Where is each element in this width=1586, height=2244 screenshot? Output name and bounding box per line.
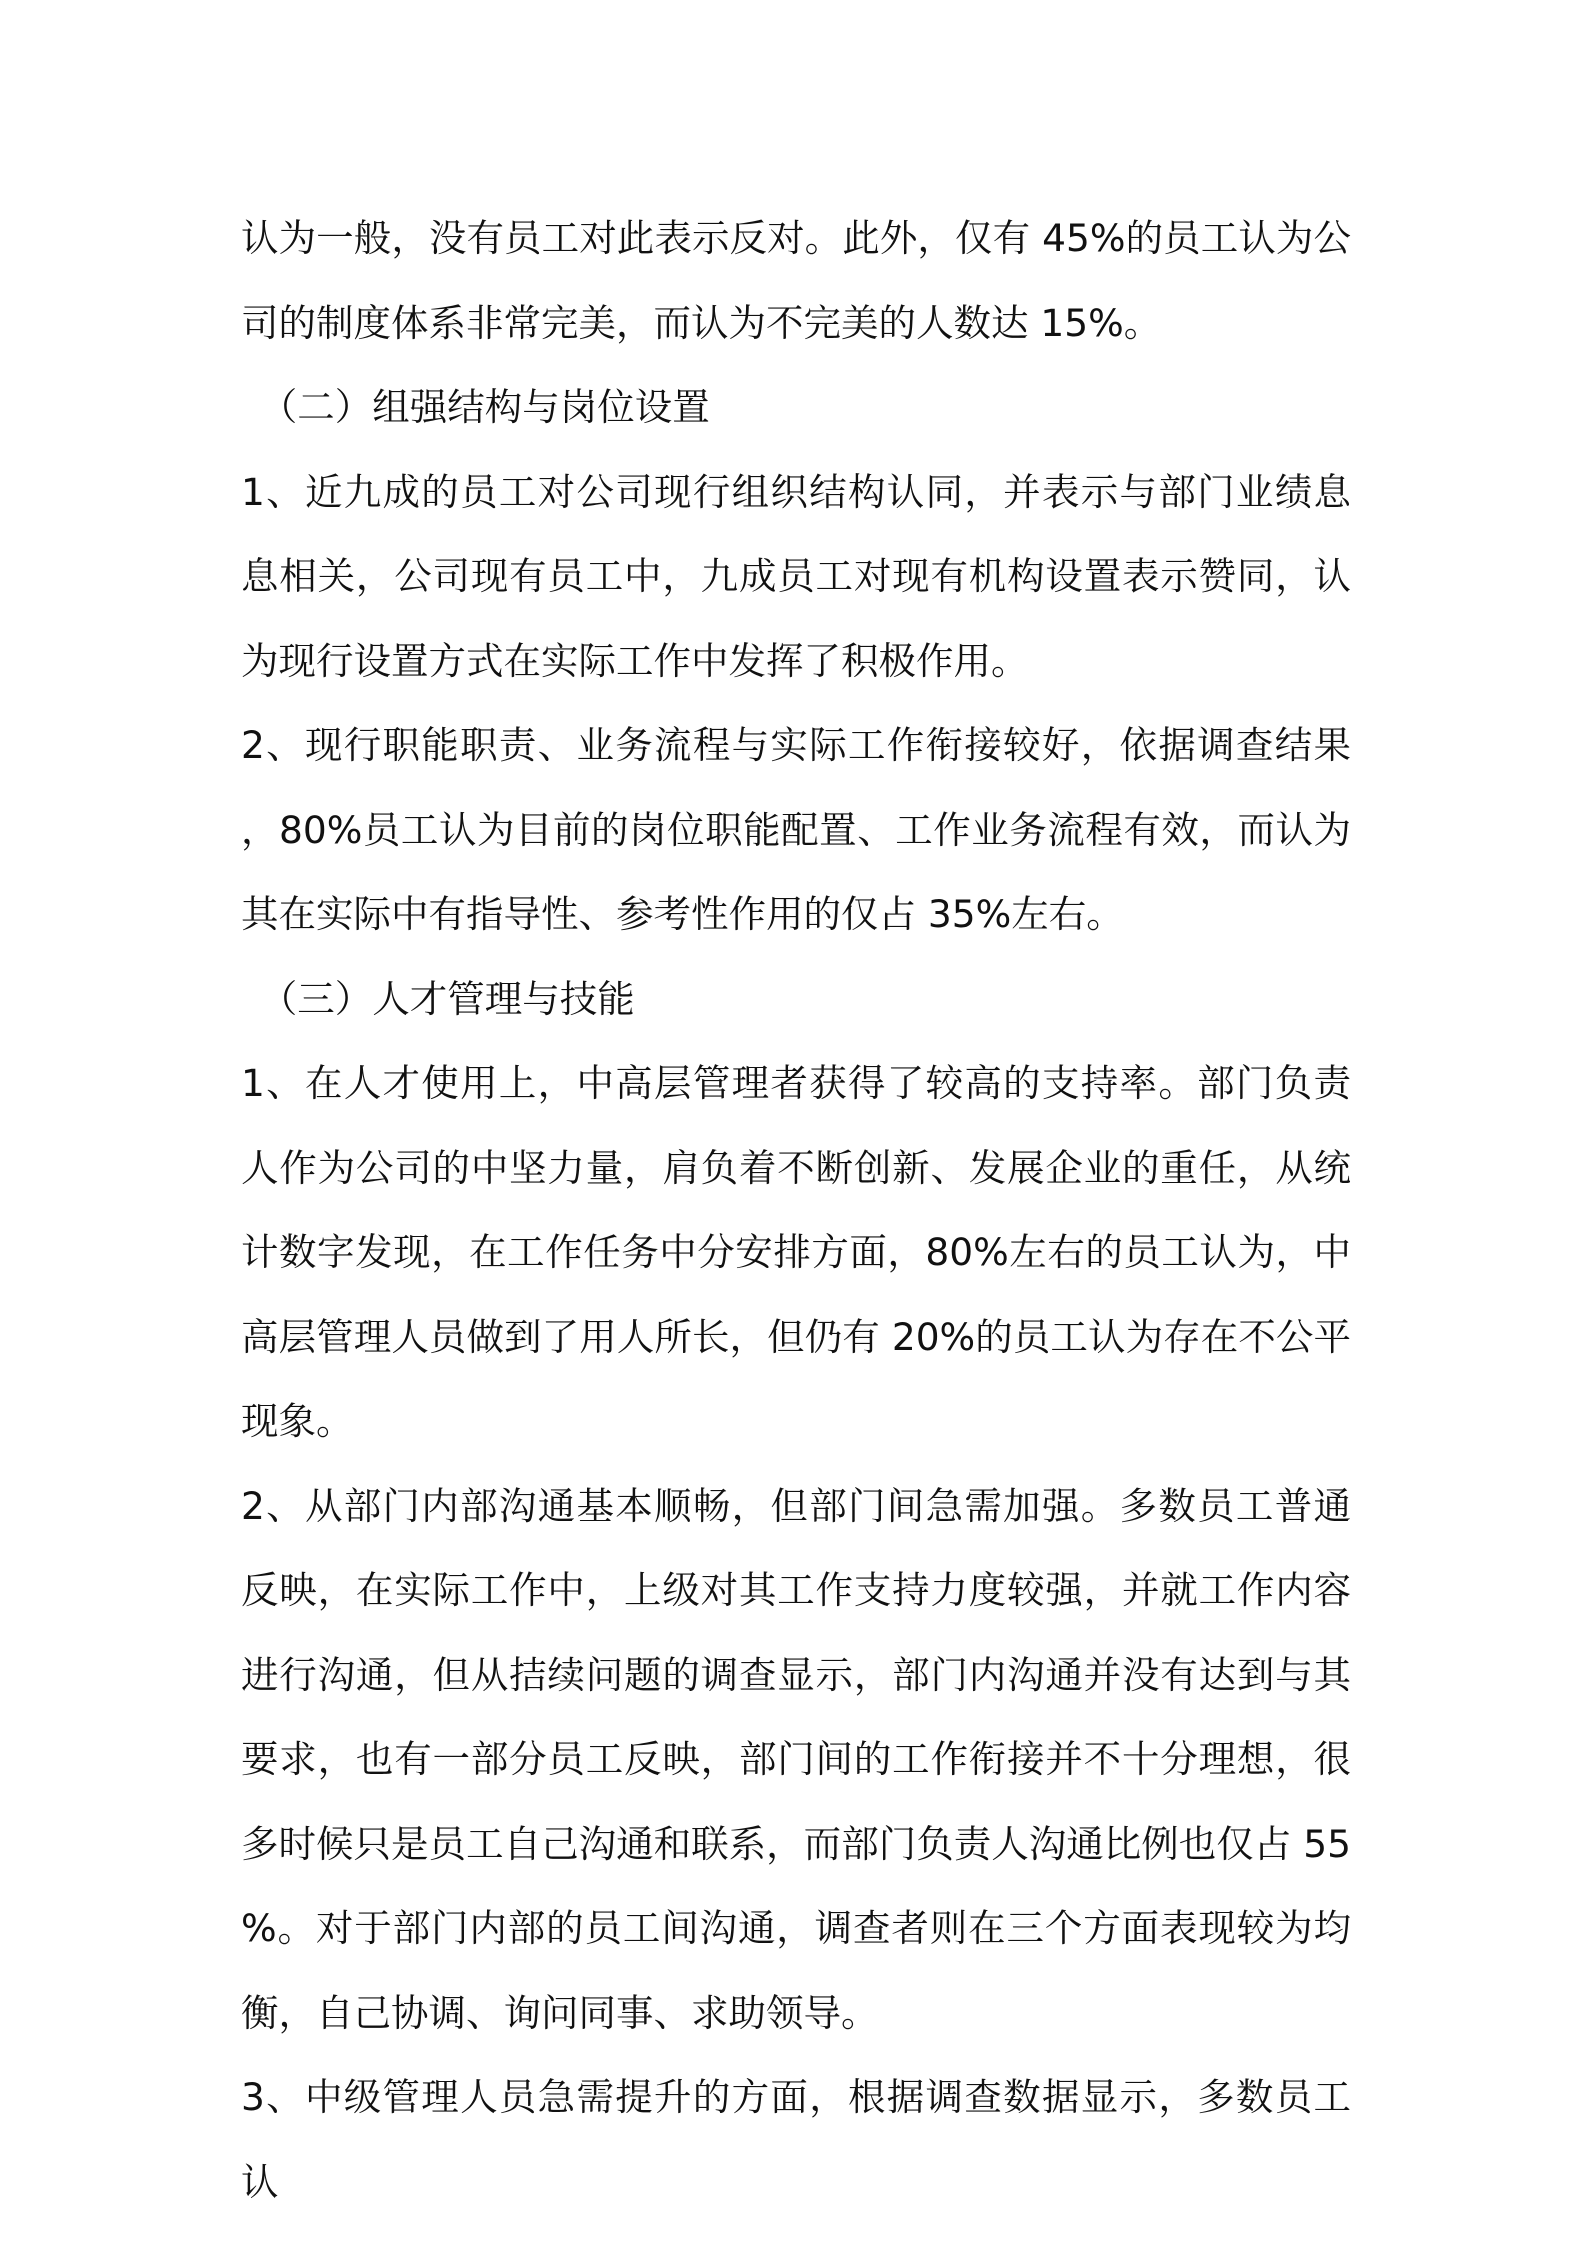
- paragraph-talent-2: 2、从部门内部沟通基本顺畅，但部门间急需加强。多数员工普通反映，在实际工作中，上级对其工作支持力度较强，并就工作内容进行沟通，但从拮续问题的调查显示，部门内沟通并没有达到与其要求，也有一部分员工反映，部门间的工作衔接并不十分理想，很多时候只是员工自己沟通和联系，而部门负责人沟通比例也仅占 55%。对于部门内部的员工间沟通，调查者则在三个方面表现较为均衡，自己协调、询问同事、求助领导。: [241, 1483, 1351, 2035]
- document-body: [241, 196, 1351, 2224]
- paragraph-talent-1: 1、在人才使用上，中高层管理者获得了较高的支持率。部门负责人作为公司的中坚力量，肩负着不断创新、发展企业的重任，从统计数字发现，在工作任务中分安排方面，80%左右的员工认为，中高层管理人员做到了用人所长，但仍有 20%的员工认为存在不公平现象。: [241, 1061, 1351, 1443]
- paragraph-talent-3: 3、中级管理人员急需提升的方面，根据调查数据显示，多数员工认: [241, 2075, 1351, 2204]
- section-heading-organization: （二）组强结构与岗位设置: [259, 385, 710, 429]
- paragraph-intro-continuation: 认为一般，没有员工对此表示反对。此外，仅有 45%的员工认为公司的制度体系非常完美，而认为不完美的人数达 15%。: [241, 216, 1351, 345]
- paragraph-organization-2: 2、现行职能职责、业务流程与实际工作衔接较好，依据调查结果，80%员工认为目前的岗位职能配置、工作业务流程有效，而认为其在实际中有指导性、参考性作用的仅占 35%左右。: [241, 723, 1351, 936]
- section-heading-talent: （三）人才管理与技能: [259, 976, 635, 1021]
- paragraph-organization-1: 1、近九成的员工对公司现行组织结构认同，并表示与部门业绩息息相关，公司现有员工中，九成员工对现有机构设置表示赞同，认为现行设置方式在实际工作中发挥了积极作用。: [241, 469, 1351, 683]
